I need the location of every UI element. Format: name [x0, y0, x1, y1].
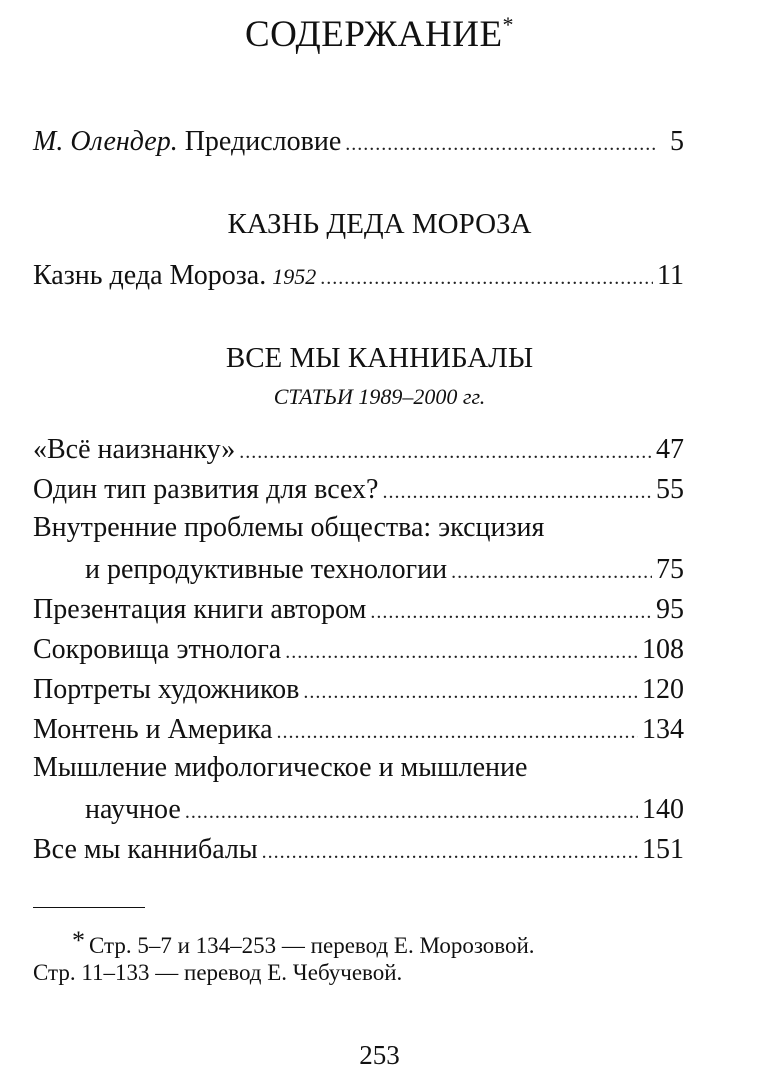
- footnote-rule: [33, 907, 145, 908]
- title-footnote-mark: *: [502, 12, 515, 37]
- entry-page: 95: [656, 594, 684, 625]
- entry-page: 75: [656, 554, 684, 585]
- entry-page: 47: [656, 434, 684, 465]
- entry-page: 55: [656, 474, 684, 505]
- toc-entry: [33, 636, 684, 664]
- toc-entry: [33, 716, 684, 744]
- toc-entry: [33, 836, 684, 864]
- page-number: 253: [359, 1040, 400, 1070]
- leader-dots: [320, 268, 653, 288]
- toc-entry: [33, 436, 684, 464]
- footnote-mark: *: [72, 926, 85, 955]
- entry-title-line1: Внутренние проблемы общества: эксцизия: [33, 512, 545, 543]
- footnote-line1: [72, 926, 699, 959]
- entry-title: Сокровища этнолога: [33, 634, 282, 665]
- entry-year: 1952: [272, 264, 317, 289]
- leader-dots: [285, 642, 638, 662]
- entry-title: [33, 128, 341, 156]
- toc-entry: [85, 796, 684, 824]
- entry-title: Все мы каннибалы: [33, 834, 258, 865]
- toc-entry-preface: [33, 128, 684, 156]
- entry-title: Презентация книги автором: [33, 594, 367, 625]
- toc-entry: [33, 476, 684, 504]
- leader-dots: [277, 722, 638, 742]
- entry-title-text: Казнь деда Мороза.: [33, 260, 267, 291]
- entry-page: 151: [642, 834, 684, 865]
- leader-dots: [345, 134, 656, 154]
- leader-dots: [262, 842, 638, 862]
- entry-title: Монтень и Америка: [33, 714, 273, 745]
- page-title: [0, 12, 759, 56]
- toc-entry: [33, 262, 684, 290]
- entry-page: 120: [642, 674, 684, 705]
- entry-page: 134: [642, 714, 684, 745]
- entry-title-line1: Мышление мифологическое и мышление: [33, 752, 528, 783]
- toc-entry: [85, 556, 684, 584]
- section-subheading: СТАТЬИ 1989–2000 гг.: [273, 384, 486, 409]
- entry-page: 108: [642, 634, 684, 665]
- section-heading: КАЗНЬ ДЕДА МОРОЗА: [227, 208, 532, 240]
- entry-title: [33, 262, 316, 290]
- footnote-line2: Стр. 11–133 — перевод Е. Чебучевой.: [33, 960, 403, 985]
- leader-dots: [370, 602, 652, 622]
- entry-title: «Всё наизнанку»: [33, 434, 236, 465]
- section-heading: ВСЕ МЫ КАННИБАЛЫ: [225, 342, 534, 374]
- toc-entry: [33, 676, 684, 704]
- entry-page: 140: [642, 794, 684, 825]
- toc-entry: [33, 596, 684, 624]
- entry-title: Портреты художников: [33, 674, 300, 705]
- entry-title: Один тип развития для всех?: [33, 474, 379, 505]
- entry-title-line2: и репродуктивные технологии: [85, 554, 448, 585]
- footnote-text-1: Стр. 5–7 и 134–253 — перевод Е. Морозовой.: [89, 933, 535, 958]
- entry-page: 5: [670, 126, 684, 157]
- leader-dots: [303, 682, 638, 702]
- entry-page: 11: [657, 260, 684, 291]
- entry-title-line2: научное: [85, 794, 181, 825]
- leader-dots: [239, 442, 652, 462]
- entry-title-text: Предисловие: [184, 126, 342, 157]
- entry-author: М. Олендер.: [33, 126, 178, 157]
- leader-dots: [382, 482, 652, 502]
- title-text: СОДЕРЖАНИЕ: [244, 14, 503, 55]
- leader-dots: [185, 802, 638, 822]
- leader-dots: [451, 562, 652, 582]
